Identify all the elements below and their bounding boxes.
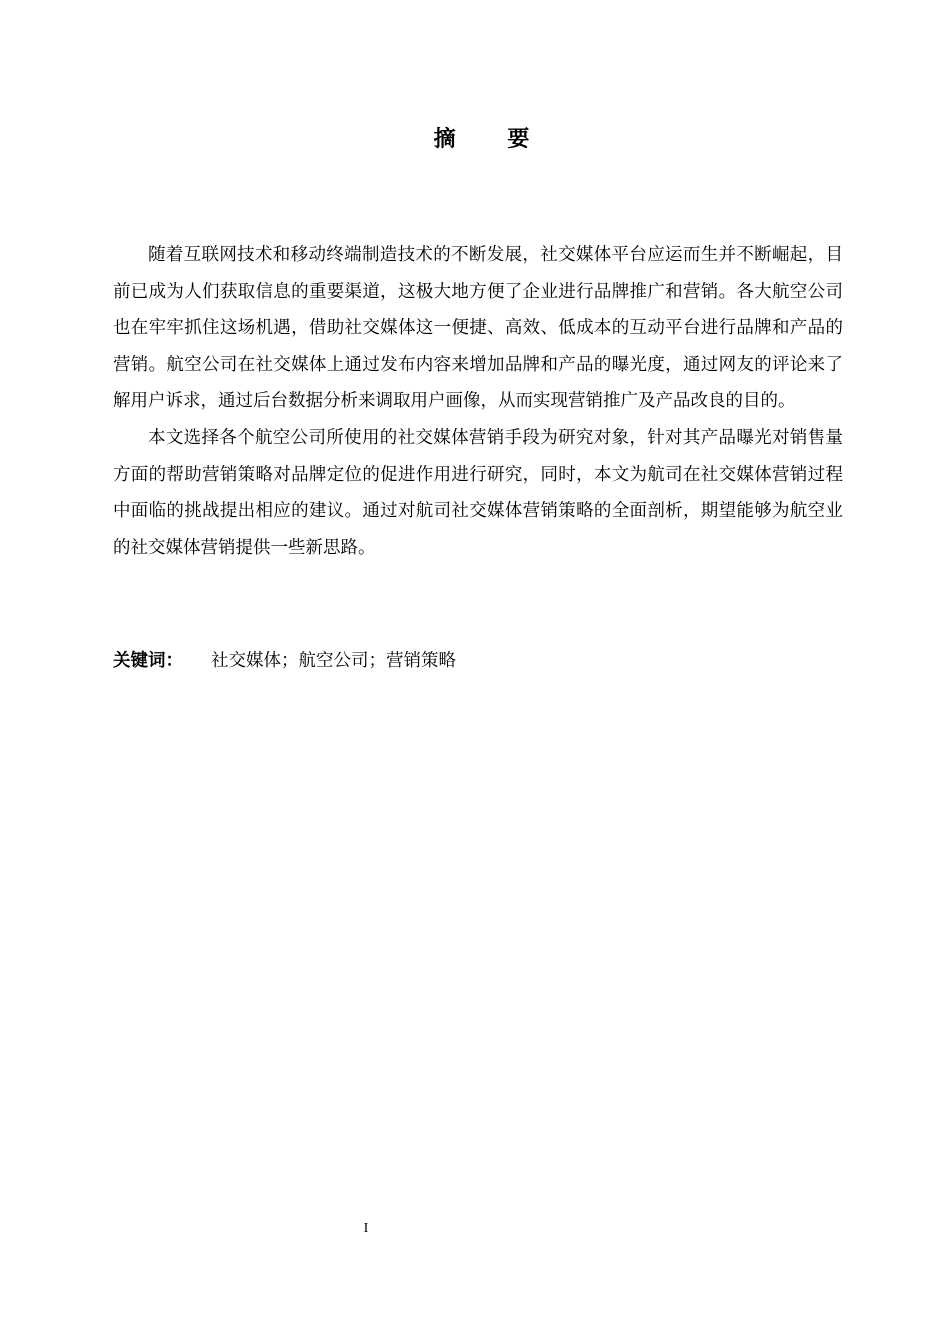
keywords-label: 关键词： bbox=[113, 651, 183, 671]
abstract-title: 摘 要 bbox=[433, 127, 552, 152]
abstract-paragraph-1: 随着互联网技术和移动终端制造技术的不断发展，社交媒体平台应运而生并不断崛起，目前已成为人们获取信息的重要渠道，这极大地方便了企业进行品牌推广和营销。各大航空公司也在牢牢抓住这场机遇，借助社交媒体这一便捷、高效、低成本的互动平台进行品牌和产品的营销。航空公司在社交媒体上通过发布内容来增加品牌和产品的曝光度，通过网友的评论来了解用户诉求，通过后台数据分析来调取用户画像，从而实现营销推广及产品改良的目的。 bbox=[113, 245, 843, 412]
abstract-paragraph-2: 本文选择各个航空公司所使用的社交媒体营销手段为研究对象，针对其产品曝光对销售量方面的帮助营销策略对品牌定位的促进作用进行研究，同时，本文为航司在社交媒体营销过程中面临的挑战提出相应的建议。通过对航司社交媒体营销策略的全面剖析，期望能够为航空业的社交媒体营销提供一些新思路。 bbox=[113, 427, 843, 558]
keywords-line bbox=[113, 645, 456, 677]
abstract-body bbox=[113, 237, 843, 566]
page-number: I bbox=[363, 1221, 369, 1236]
keywords-values: 社交媒体；航空公司；营销策略 bbox=[211, 651, 456, 671]
